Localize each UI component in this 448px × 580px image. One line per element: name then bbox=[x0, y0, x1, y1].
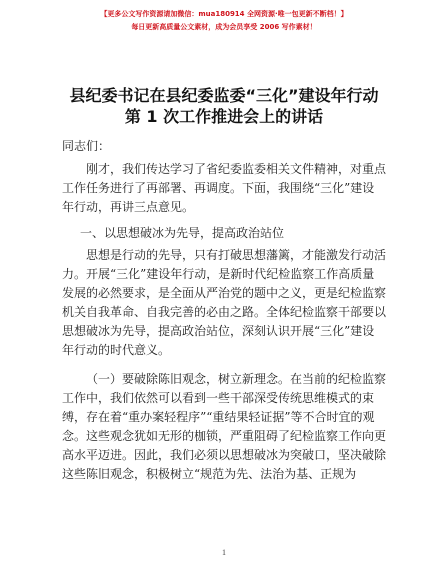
page-number: 1 bbox=[222, 548, 226, 557]
body-text-line: 工作中，我们依然可以看到一些干部深受传统思维模式的束 bbox=[62, 391, 375, 405]
section-heading: 一、以思想破冰为先导，提高政治站位 bbox=[80, 226, 285, 240]
body-text-line: 工作任务进行了再部署、再调度。下面，我围绕“三化”建设 bbox=[62, 181, 375, 195]
body-text-line: 缚，存在着“重办案轻程序”“重结果轻证据”等不合时宜的观 bbox=[62, 410, 375, 424]
body-text-line: 念。这些观念犹如无形的枷锁，严重阻碍了纪检监察工作向更 bbox=[62, 429, 387, 443]
promo-line-1: 【更多公文写作资源请加微信：mua180914 全网资源·唯一包更新不断档！】 bbox=[100, 10, 348, 18]
document-title-line-2: 第 1 次工作推进会上的讲话 bbox=[124, 107, 324, 126]
body-text-line: 发展的必然要求，是全面从严治党的题中之义，更是纪检监察 bbox=[62, 286, 387, 300]
document-title-line-1: 县纪委书记在县纪委监委“三化”建设年行动 bbox=[69, 86, 379, 105]
salutation: 同志们： bbox=[62, 139, 111, 153]
body-text-line: 机关自我革命、自我完善的必由之路。全体纪检监察干部要以 bbox=[62, 305, 387, 319]
body-text-line: （一）要破除陈旧观念，树立新理念。在当前的纪检监察 bbox=[86, 372, 387, 386]
body-text-line: 高水平迈进。因此，我们必须以思想破冰为突破口，坚决破除 bbox=[62, 448, 387, 462]
body-text-line: 思想是行动的先导，只有打破思想藩篱，才能激发行动活 bbox=[86, 248, 387, 262]
body-text-line: 年行动的时代意义。 bbox=[62, 343, 171, 357]
body-text-line: 力。开展“三化”建设年行动，是新时代纪检监察工作高质量 bbox=[62, 267, 375, 281]
body-text-line: 刚才，我们传达学习了省纪委监委相关文件精神，对重点 bbox=[86, 162, 387, 176]
body-text-line: 年行动，再讲三点意见。 bbox=[62, 200, 195, 214]
body-text-line: 这些陈旧观念，积极树立“规范为先、法治为基、正规为 bbox=[62, 467, 357, 481]
promo-line-2: 每日更新高质量公文素材，成为会员享受 2006 写作素材！ bbox=[131, 23, 317, 31]
body-text-line: 思想破冰为先导，提高政治站位，深刻认识开展“三化”建设 bbox=[62, 324, 375, 338]
